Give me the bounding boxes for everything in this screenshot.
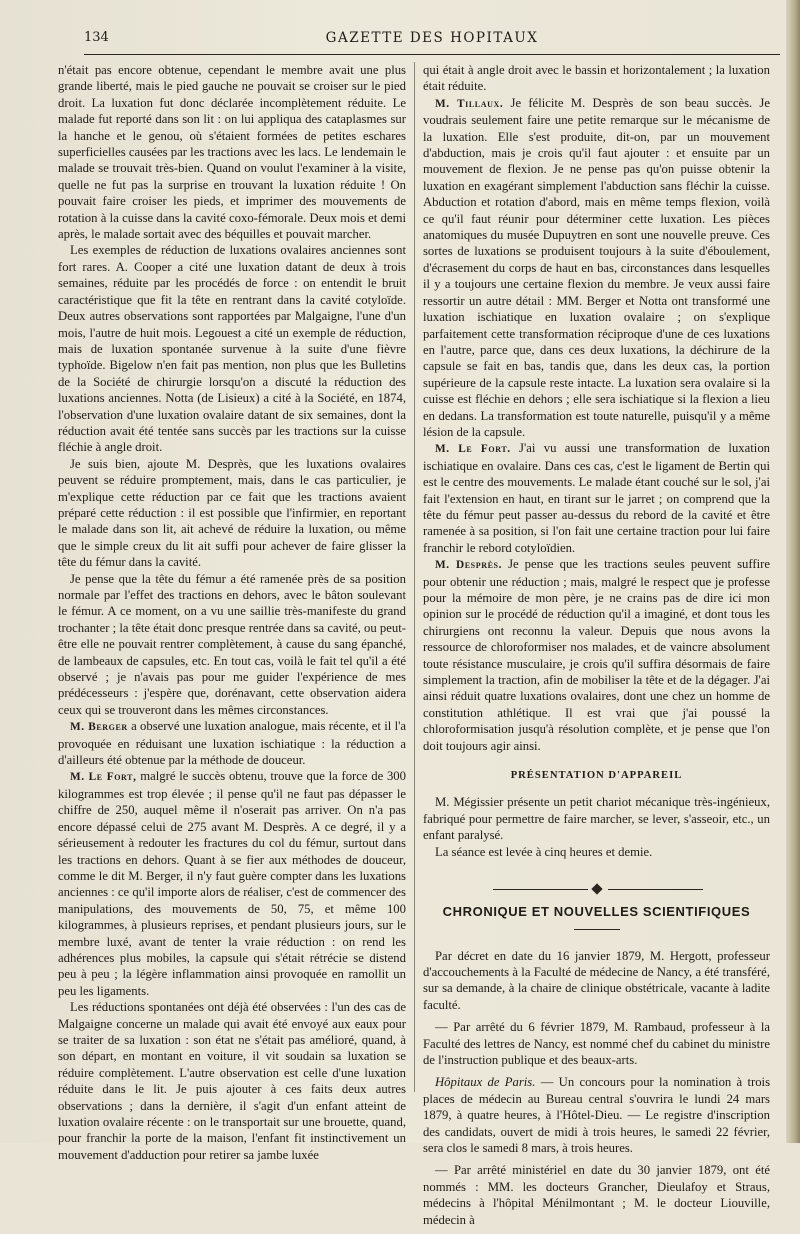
paragraph bbox=[423, 95, 770, 441]
journal-title: GAZETTE DES HOPITAUX bbox=[325, 30, 539, 46]
speaker-name: M. Tillaux. bbox=[435, 97, 504, 110]
paragraph: Je suis bien, ajoute M. Desprès, que les luxations ovalaires peuvent se réduire promptement, mais, dans le cas particulier, je m'explique cette réduction par ce fait que les tractions avaient préparé cette réduction : il est possible que l'infirmier, en reportant le malade dans son lit, ait achevé de réduire la luxation, ou même que le simple creux du lit ait suffi pour achever de faire glisser la tête du fémur dans la cavité. bbox=[58, 456, 406, 570]
left-column bbox=[58, 62, 406, 1163]
paragraph bbox=[423, 440, 770, 556]
section-ornament bbox=[423, 882, 770, 896]
paragraph: n'était pas encore obtenue, cependant le membre avait une plus grande liberté, mais le pied gauche ne pouvait se croiser sur le pied droit. La luxation fut donc déclarée incomplètement réduite. Le malade fut reporté dans son lit : on lui appliqua des cataplasmes sur la hanche et le genou, où s'étaient formées de petites eschares superficielles causées par les tractions avec les lacs. Le lendemain le malade se trouvait très-bien. Quand on voulut l'examiner à la visite, quelle ne fut pas la surprise en trouvant la luxation réduite ! On pouvait faire croiser les pieds, et imprimer des mouvements de rotation à la cuisse dans la cavité coxo-fémorale. Deux mois et demi après, le malade sortait avec des béquilles et pouvait marcher. bbox=[58, 63, 406, 242]
page-header bbox=[84, 30, 780, 55]
news-item: — Par arrêté du 6 février 1879, M. Rambaud, professeur à la Faculté des lettres de Nancy, est nommé chef du cabinet du ministre de l'instruction publique et des beaux-arts. bbox=[423, 1020, 770, 1067]
paragraph bbox=[58, 718, 406, 768]
news-lead: Hôpitaux de Paris. bbox=[435, 1075, 536, 1090]
column-divider bbox=[414, 62, 415, 1092]
paragraph: La séance est levée à cinq heures et demie. bbox=[435, 844, 653, 859]
news-item bbox=[423, 1074, 770, 1156]
paragraph-text: Je félicite M. Desprès de son beau succès. Je voudrais seulement faire une petite remarque sur le mécanisme de la luxation. Elle s'est produite, dit-on, par un mouvement d'abduction, mais je crois qu'il faut ajouter : et ensuite par un mouvement de flexion. Je ne pense pas qu'on puisse obtenir la luxation en exagérant simplement l'abduction sans fléchir la cuisse. Abduction et rotation d'abord, mais en même temps flexion, voilà ce qu'il faut réunir pour déterminer cette luxation. Les pièces anatomiques du musée Dupuytren en sont une nouvelle preuve. Ces sortes de luxations se produisent toujours à la suite d'éboulement, d'écrasement du corps de haut en bas, circonstances dans lesquelles il y a toujours une certaine flexion du membre. Je veux aussi faire ressortir un autre détail : MM. Berger et Notta ont transformé une luxation ischiatique en luxation ovalaire ; on s'explique parfaitement cette transformation réciproque d'une de ces luxations en l'autre, parce que, dans ces deux luxations, la déchirure de la capsule se fait en bas, tandis que, dans les deux cas, la portion supérieure de la capsule reste intacte. La luxation sera ovalaire si la cuisse est fléchie en dehors ; elle sera ischiatique si la flexion a lieu en dedans. La transformation est toute naturelle, puisqu'il y a même lésion de la capsule. bbox=[423, 95, 771, 439]
ornament-line bbox=[493, 889, 588, 890]
paragraph bbox=[58, 768, 406, 999]
ornament-line bbox=[608, 889, 703, 890]
paragraph: M. Mégissier présente un petit chariot mécanique très-ingénieux, fabriqué pour permettre de faire marcher, se lever, s'asseoir, etc., un enfant paralysé. bbox=[423, 795, 770, 843]
paragraph-text: malgré le succès obtenu, trouve que la force de 300 kilogrammes est trop élevée ; il pense qu'il ne faut pas dépasser le chiffre de 250, auquel même il n'oserait pas arriver. On n'a pas encore dépassé celui de 275 avant M. Desprès. A ce degré, il y a sérieusement à redouter les fractures du col du fémur, surtout dans les tractions en dehors. Quant à se fier aux méthodes de douceur, comme le dit M. Berger, il n'y faut guère compter dans les luxations anciennes : ce qu'il importe alors de réaliser, c'est de commencer des manipulations, des mouvements de 50, 75, et même 100 kilogrammes, à plusieurs reprises, et pendant plusieurs jours, sur le membre luxé, avant de tenter la vraie réduction : on rend les adhérences plus mobiles, la capsule qui s'était rétrécie se distend peu à peu ; la légère inflammation ainsi provoquée en ramollit un peu les ligaments. bbox=[58, 769, 406, 998]
news-items bbox=[423, 948, 770, 1229]
chronique-heading: CHRONIQUE ET NOUVELLES SCIENTIFIQUES bbox=[442, 904, 751, 920]
right-column bbox=[423, 62, 770, 1234]
page-number: 134 bbox=[84, 30, 109, 45]
paragraph: qui était à angle droit avec le bassin et horizontalement ; la luxation était réduite. bbox=[423, 63, 770, 94]
news-item: — Par arrêté ministériel en date du 30 janvier 1879, ont été nommés : MM. les docteurs Grancher, Dieulafoy et Straus, médecins à l'hôpital Ménilmontant ; M. le docteur Liouville, médecin à bbox=[423, 1163, 770, 1227]
news-item: Par décret en date du 16 janvier 1879, M. Hergott, professeur d'accouchements à la Faculté de médecine de Nancy, a été transféré, sur sa demande, à la chaire de clinique obstétricale, vacante à ladite faculté. bbox=[423, 948, 770, 1012]
paragraph: Les exemples de réduction de luxations ovalaires anciennes sont fort rares. A. Cooper a cité une luxation datant de deux à trois semaines, réduite par les procédés de force : on entendit le bruit caractéristique que fit la tête en rentrant dans la cavité cotyloïde. Deux autres observations sont rapportées par Malgaigne, l'une d'un mois, l'autre de huit mois. Legouest a cité un exemple de réduction, mais de luxation spontanée survenue à la suite d'une fièvre typhoïde. Bigelow n'en fait pas mention, non plus que les Bulletins de la Société de chirurgie lorsqu'on a discuté la réduction des luxations anciennes. Notta (de Lisieux) a cité à la Société, en 1874, l'observation d'une luxation ovalaire datant de six semaines, dont la réduction avait été tentée sans succès par les tractions sur la cuisse fléchie à angle droit. bbox=[58, 243, 406, 455]
speaker-name: M. Desprès. bbox=[435, 559, 503, 572]
diamond-icon bbox=[591, 883, 602, 894]
speaker-name: M. Berger bbox=[70, 721, 128, 734]
heading-rule bbox=[574, 929, 620, 930]
paragraph-text: J'ai vu aussi une transformation de luxation ischiatique en ovalaire. Dans ces cas, c'est le ligament de Bertin qui est le centre des mouvements. Le malade étant couché sur le sol, j'ai fait l'extension en haut, en tirant sur le jarret ; on comprend que la tête du fémur peut passer au-dessus du rebord de la cavité et être ramenée à sa position, si l'on fait une certaine traction pour lui faire franchir le rebord cotyloïdien. bbox=[423, 441, 771, 555]
paragraph bbox=[423, 556, 770, 754]
paragraph: Les réductions spontanées ont déjà été observées : l'un des cas de Malgaigne concerne un malade qui avait été envoyé aux eaux pour se traiter de sa luxation : son état ne s'était pas amélioré, quand, à son départ, en montant en voiture, il vit soudain sa luxation se réduire complètement. L'autre observation est celle d'une luxation réduite dans le lit. Je puis ajouter à ces faits deux autres observations ; dans la dernière, il s'agit d'un enfant atteint de luxation ovalaire récente : on le transportait sur une brouette, quand, pour franchir la porte de la maison, l'enfant fit instinctivement un mouvement d'adduction pour retirer sa jambe luxée bbox=[58, 1000, 406, 1162]
speaker-name: M. Le Fort, bbox=[70, 771, 137, 784]
speaker-name: M. Le Fort. bbox=[435, 443, 511, 456]
paragraph: Je pense que la tête du fémur a été ramenée près de sa position normale par l'effet des tractions en dehors, avec le bâton soulevant le fémur. A ce moment, on a vu une saillie très-manifeste du grand trochanter ; la tête était donc presque rentrée dans sa cavité, ou peut-être elle ne pouvait rentrer complètement, à cause du sang épanché, de lambeaux de capsules, etc. En tout cas, voilà le fait tel qu'il a été observé ; je n'avais pas pour me guider l'expérience de mes prédécesseurs : j'espère que, dorénavant, cette observation aidera ceux qui se trouveront dans les mêmes circonstances. bbox=[58, 571, 406, 717]
news-text: — Un concours pour la nomination à trois places de médecin au Bureau central s'ouvrira le lundi 24 mars 1879, à quatre heures, à l'Hôtel-Dieu. — Le registre d'inscription des candidats, ouvert de midi à trois heures, le samedi 22 février, sera clos le samedi 8 mars, à trois heures. bbox=[423, 1075, 771, 1155]
page-binding-edge bbox=[786, 0, 800, 1143]
presentation-heading: PRÉSENTATION D'APPAREIL bbox=[510, 770, 683, 782]
paragraph-text: a observé une luxation analogue, mais récente, et il l'a provoquée en réduisant une luxation ischiatique : la réduction a d'ailleurs été obtenue par la méthode de douceur. bbox=[58, 719, 407, 768]
paragraph-text: Je pense que les tractions seules peuvent suffire pour obtenir une réduction ; mais, malgré le respect que je professe pour la mémoire de mon père, je ne crains pas de dire ici mon opinion sur le procédé de réduction qu'il a imaginé, et dont tous les chirurgiens ont reconnu la valeur. Depuis que nous avons la ressource de chloroformiser nos malades, et de vaincre absolument toute résistance musculaire, je crois qu'il suffira désormais de faire simplement la traction, afin de mobiliser la tête et de la dégager. J'ai ainsi réduit quatre luxations ovalaires, dont une chez un homme de constitution athlétique. Il est vrai que j'ai poussé la chloroformisation jusqu'à résolution complète, et je pense que l'on doit toujours agir ainsi. bbox=[423, 557, 770, 753]
